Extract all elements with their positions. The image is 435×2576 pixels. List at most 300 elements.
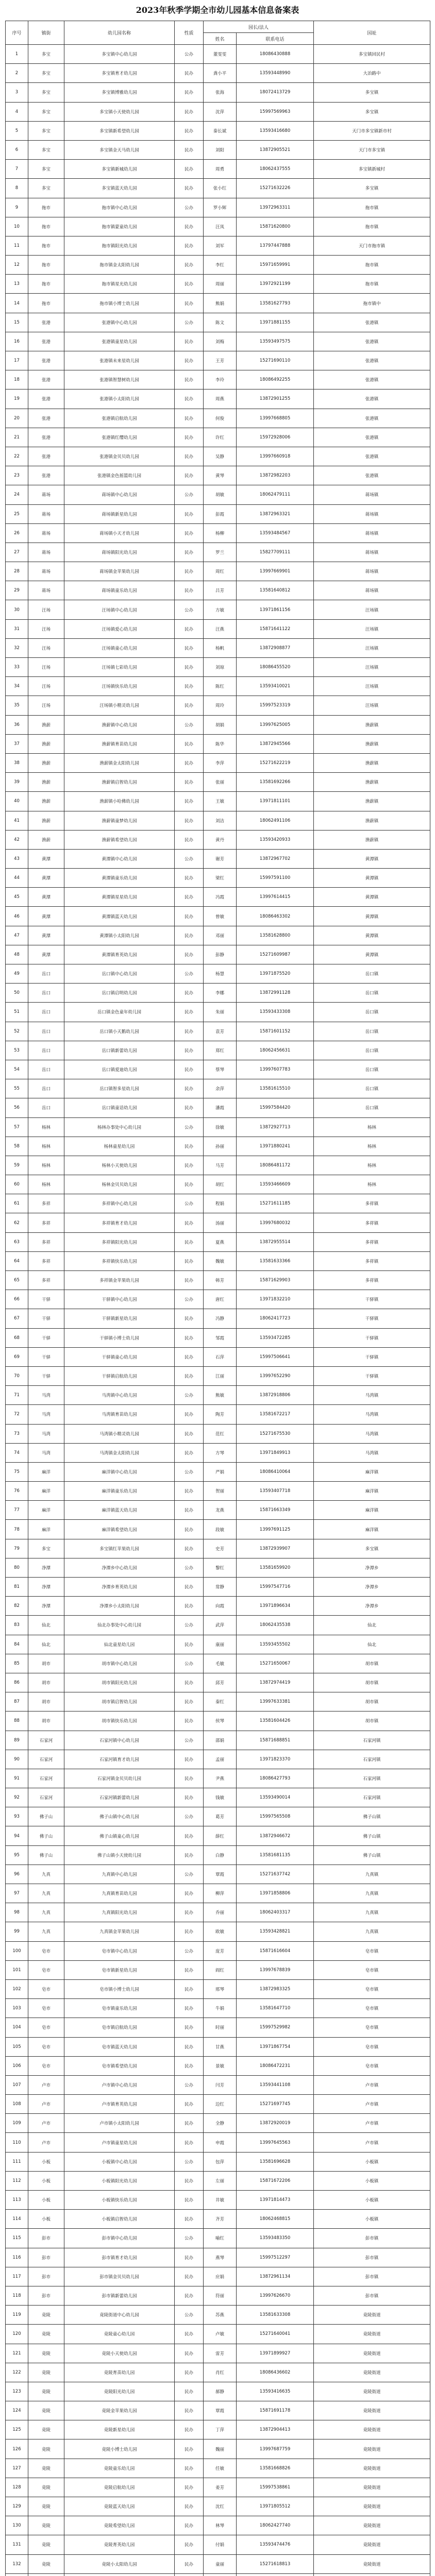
cell-phone: 13997645563 [237,2133,314,2152]
cell-phone: 18086410064 [237,1462,314,1481]
cell-type: 民办 [175,2191,204,2210]
table-row [6,581,430,600]
table-row [6,1271,430,1290]
cell-town: 黄潭 [28,888,64,907]
cell-town: 岳口 [28,1041,64,1060]
cell-address: 麻洋镇 [314,1462,430,1481]
cell-name [64,2573,175,2576]
cell-name: 干驿镇中心幼儿园 [64,1290,175,1309]
cell-address: 张港镇 [314,351,430,370]
table-row [6,1232,430,1251]
cell-name: 彭市镇金贝贝幼儿园 [64,2267,175,2286]
table-row [6,1692,430,1711]
table-row [6,140,430,159]
cell-type: 民办 [175,1711,204,1731]
header-contact-group: 园长/法人 [204,21,314,33]
cell-town: 皂市 [28,1999,64,2018]
cell-person: 余萍 [204,1079,237,1098]
cell-name: 麻洋镇童乐幼儿园 [64,1482,175,1501]
cell-address: 蒋场镇 [314,543,430,562]
cell-name: 竟陵小太阳幼儿园 [64,2554,175,2573]
cell-name: 佛子山镇小天使幼儿园 [64,1845,175,1865]
cell-town: 张港 [28,370,64,389]
cell-town: 皂市 [28,1979,64,1998]
cell-town: 彭市 [28,2267,64,2286]
cell-town: 多宝 [28,160,64,179]
cell-no: 107 [6,2075,28,2094]
table-row [6,1079,430,1098]
cell-phone: 13872918806 [237,1386,314,1405]
table-row [6,1175,430,1194]
cell-person: 付娟 [204,2535,237,2554]
cell-address: 皂市镇 [314,1979,430,1998]
cell-type: 公办 [175,1386,204,1405]
cell-no: 63 [6,1232,28,1251]
cell-no: 39 [6,773,28,792]
cell-type: 民办 [175,1079,204,1098]
cell-name: 净潭乡育英幼儿园 [64,1578,175,1597]
cell-phone: 15997512297 [237,2248,314,2267]
cell-address: 岳口镇 [314,1098,430,1117]
cell-town: 麻洋 [28,1501,64,1520]
cell-person: 魏丽 [204,2439,237,2459]
cell-name: 多宝镇育才幼儿园 [64,64,175,83]
cell-type: 民办 [175,1424,204,1443]
cell-address: 杨林 [314,1137,430,1156]
cell-town: 多宝 [28,1539,64,1558]
cell-address: 竟陵街道 [314,2535,430,2554]
table-row [6,1041,430,1060]
cell-no: 61 [6,1194,28,1213]
cell-phone: 13581647710 [237,1999,314,2018]
cell-phone: 13971881155 [237,313,314,332]
cell-person: 夏燕 [204,1232,237,1251]
cell-address: 马湾镇 [314,1405,430,1424]
cell-town: 多宝 [28,102,64,121]
cell-person: 甘燕 [204,2037,237,2056]
cell-address: 蒋场镇 [314,581,430,600]
table-row [6,275,430,294]
cell-address: 张港镇 [314,313,430,332]
cell-phone: 13581628800 [237,926,314,945]
cell-town: 彭市 [28,2248,64,2267]
cell-name: 马湾镇金太阳幼儿园 [64,1443,175,1462]
cell-person: 肖红 [204,2363,237,2382]
cell-no: 70 [6,1366,28,1385]
cell-no: 34 [6,677,28,696]
cell-name: 多宝镇新希望幼儿园 [64,121,175,140]
cell-address: 九真镇 [314,1922,430,1941]
table-row [6,332,430,351]
cell-town: 拖市 [28,256,64,275]
cell-town: 竟陵 [28,2516,64,2535]
cell-type: 公办 [175,964,204,984]
cell-no: 116 [6,2248,28,2267]
cell-person: 武萍 [204,1616,237,1635]
cell-town: 竟陵 [28,2306,64,2325]
cell-type: 民办 [175,658,204,677]
cell-address: 石家河镇 [314,1750,430,1769]
cell-address: 竟陵街道 [314,2516,430,2535]
cell-person: 王敏 [204,792,237,811]
cell-no: 126 [6,2439,28,2459]
cell-name: 九真镇育苗幼儿园 [64,1884,175,1903]
cell-town: 岳口 [28,964,64,984]
cell-type: 民办 [175,1769,204,1788]
cell-type: 公办 [175,198,204,217]
cell-person: 阎红 [204,1960,237,1979]
cell-person: 吴静 [204,447,237,466]
cell-name: 汪场镇童心幼儿园 [64,638,175,657]
cell-person: 江丽 [204,1366,237,1385]
cell-no: 64 [6,1251,28,1270]
cell-no: 57 [6,1117,28,1137]
cell-type: 民办 [175,2554,204,2573]
cell-town: 岳口 [28,1060,64,1079]
cell-no: 93 [6,1807,28,1826]
cell-type: 民办 [175,581,204,600]
cell-name: 蒋场镇童乐幼儿园 [64,581,175,600]
cell-town: 九真 [28,1903,64,1922]
cell-name: 拖市镇星光幼儿园 [64,275,175,294]
cell-address: 胡市镇 [314,1654,430,1673]
table-row [6,1156,430,1175]
cell-address: 仙北 [314,1616,430,1635]
cell-phone: 13872961134 [237,2267,314,2286]
cell-address: 九真镇 [314,1865,430,1884]
cell-no: 58 [6,1137,28,1156]
cell-town: 拖市 [28,198,64,217]
cell-person: 白静 [204,1845,237,1865]
cell-town: 干驿 [28,1328,64,1347]
cell-town: 竟陵 [28,2554,64,2573]
cell-phone: 15271622219 [237,753,314,772]
table-row [6,1117,430,1137]
cell-address: 竟陵街道 [314,2325,430,2344]
cell-town: 黄潭 [28,907,64,926]
cell-name: 杨林办事处中心幼儿园 [64,1117,175,1137]
cell-town: 张港 [28,332,64,351]
cell-name: 卢市镇小太阳幼儿园 [64,2114,175,2133]
cell-town: 胡市 [28,1692,64,1711]
cell-type: 民办 [175,1692,204,1711]
table-row [6,734,430,753]
cell-name: 竟陵童心幼儿园 [64,2325,175,2344]
cell-person: 陈华 [204,734,237,753]
cell-phone: 13997669901 [237,562,314,581]
cell-town: 麻洋 [28,1482,64,1501]
cell-phone: 13997626670 [237,2286,314,2305]
cell-person: 康丽 [204,1635,237,1654]
cell-town: 干驿 [28,1347,64,1366]
table-body [6,45,430,2576]
table-row [6,907,430,926]
cell-phone: 13971814473 [237,2191,314,2210]
cell-town: 杨林 [28,1156,64,1175]
table-row [6,236,430,255]
cell-town: 岳口 [28,1003,64,1022]
cell-no: 120 [6,2325,28,2344]
table-row [6,2325,430,2344]
cell-name: 竟陵育英幼儿园 [64,2535,175,2554]
cell-type: 民办 [175,2478,204,2497]
cell-address: 麻洋镇 [314,1520,430,1539]
cell-person: 景敏 [204,2056,237,2075]
cell-no: 43 [6,849,28,868]
cell-person: 向霞 [204,1597,237,1616]
cell-no: 49 [6,964,28,984]
cell-town: 卢市 [28,2114,64,2133]
cell-no: 81 [6,1578,28,1597]
table-row [6,1520,430,1539]
cell-address: 拖市镇 [314,198,430,217]
table-row [6,121,430,140]
cell-address: 干驿镇 [314,1366,430,1385]
cell-no: 108 [6,2095,28,2114]
table-row [6,1807,430,1826]
table-row [6,964,430,984]
table-row [6,753,430,772]
cell-person: 郝静 [204,2382,237,2401]
cell-address: 竟陵街道 [314,2344,430,2363]
cell-type: 民办 [175,1443,204,1462]
cell-phone: 13593428821 [237,1922,314,1941]
cell-name: 胡市镇中心幼儿园 [64,1654,175,1673]
cell-person: 陶芳 [204,1405,237,1424]
cell-name: 胡市镇快乐幼儿园 [64,1711,175,1731]
cell-address: 黄潭镇 [314,849,430,868]
cell-no: 26 [6,523,28,543]
cell-person: 段敏 [204,1520,237,1539]
table-row [6,2267,430,2286]
cell-person: 胡红 [204,1175,237,1194]
cell-name: 杨林小天使幼儿园 [64,1156,175,1175]
table-row [6,1137,430,1156]
cell-name: 仙北办事处中心幼儿园 [64,1616,175,1635]
cell-type: 公办 [175,1290,204,1309]
cell-no: 79 [6,1539,28,1558]
cell-no: 114 [6,2210,28,2229]
cell-type: 民办 [175,2095,204,2114]
table-row [6,1290,430,1309]
table-row [6,2554,430,2573]
cell-phone: 13593490014 [237,1788,314,1807]
cell-no: 19 [6,389,28,409]
cell-address: 竟陵街道 [314,2439,430,2459]
table-row [6,1979,430,1998]
cell-no: 97 [6,1884,28,1903]
cell-no: 115 [6,2229,28,2248]
cell-address: 天门市多宝镇新市村 [314,121,430,140]
cell-town: 净潭 [28,1558,64,1577]
cell-address: 汪场镇 [314,619,430,638]
cell-person: 覃霞 [204,2401,237,2420]
table-row [6,1903,430,1922]
cell-type: 民办 [175,332,204,351]
cell-type: 民办 [175,466,204,485]
table-row [6,849,430,868]
cell-type: 民办 [175,1366,204,1385]
cell-name: 皂市镇小博士幼儿园 [64,1979,175,1998]
cell-type: 民办 [175,217,204,236]
cell-person: 刘洁 [204,811,237,830]
cell-no: 12 [6,256,28,275]
cell-name: 黄潭镇星星幼儿园 [64,888,175,907]
cell-type: 民办 [175,2210,204,2229]
cell-town: 干驿 [28,1290,64,1309]
cell-person: 邵娟 [204,1731,237,1750]
cell-name: 杨林金贝贝幼儿园 [64,1175,175,1194]
cell-address: 小板镇 [314,2152,430,2171]
cell-name: 皂市镇新星幼儿园 [64,1960,175,1979]
table-row [6,1501,430,1520]
cell-name: 汪场镇爱心幼儿园 [64,619,175,638]
cell-town: 杨林 [28,1175,64,1194]
cell-person: 郑红 [204,1041,237,1060]
cell-person: 张海 [204,83,237,102]
table-row [6,1405,430,1424]
cell-type: 民办 [175,179,204,198]
cell-name: 干驿镇启航幼儿园 [64,1366,175,1385]
cell-name: 麻洋镇希望幼儿园 [64,1520,175,1539]
table-row [6,1386,430,1405]
cell-name: 竟陵启航幼儿园 [64,2478,175,2497]
cell-type: 民办 [175,1003,204,1022]
cell-town: 杨林 [28,1137,64,1156]
cell-type: 民办 [175,2363,204,2382]
cell-no: 80 [6,1558,28,1577]
cell-no: 60 [6,1175,28,1194]
cell-town: 小板 [28,2210,64,2229]
cell-type: 民办 [175,2497,204,2516]
table-row [6,2171,430,2190]
cell-address: 卢市镇 [314,2095,430,2114]
cell-town: 渔薪 [28,773,64,792]
cell-address: 佛子山镇 [314,1826,430,1845]
cell-town: 多宝 [28,179,64,198]
table-row [6,466,430,485]
cell-type: 公办 [175,2075,204,2094]
cell-name: 佛子山镇童心幼儿园 [64,1826,175,1845]
cell-name: 彭市镇新蕾幼儿园 [64,2286,175,2305]
cell-town: 岳口 [28,1079,64,1098]
table-row [6,160,430,179]
table-row [6,2133,430,2152]
cell-phone: 13581615510 [237,1079,314,1098]
cell-type: 民办 [175,792,204,811]
cell-person: 孙丽 [204,1137,237,1156]
table-row [6,2037,430,2056]
cell-type: 公办 [175,1462,204,1481]
cell-person: 徐敏 [204,1117,237,1137]
cell-phone [237,2573,314,2576]
cell-name: 竟陵新星幼儿园 [64,2420,175,2439]
cell-person: 孟丽 [204,1750,237,1769]
cell-name: 黄潭镇蓝天幼儿园 [64,907,175,926]
cell-person: 方敏 [204,600,237,619]
cell-town: 竟陵 [28,2439,64,2459]
cell-name: 小板镇阳光幼儿园 [64,2171,175,2190]
cell-address: 净潭乡 [314,1578,430,1597]
cell-person: 秦长斌 [204,121,237,140]
cell-address: 竟陵街道 [314,2420,430,2439]
cell-address: 竟陵街道 [314,2554,430,2573]
cell-name: 岳口镇智多星幼儿园 [64,1079,175,1098]
table-row [6,2229,430,2248]
cell-phone: 15271650067 [237,1654,314,1673]
cell-phone: 13581633308 [237,2306,314,2325]
cell-name: 渔薪镇启智幼儿园 [64,773,175,792]
cell-phone: 13593420933 [237,830,314,849]
cell-person: 尹燕 [204,1769,237,1788]
cell-name: 竟陵阳光幼儿园 [64,2382,175,2401]
cell-town: 蒋场 [28,543,64,562]
cell-name: 胡市镇启智幼儿园 [64,1692,175,1711]
cell-address: 胡市镇 [314,1711,430,1731]
cell-type: 民办 [175,1578,204,1597]
cell-phone: 18062417723 [237,1309,314,1328]
cell-name: 马湾镇育苗幼儿园 [64,1405,175,1424]
cell-person: 燕琴 [204,2248,237,2267]
cell-type: 民办 [175,2037,204,2056]
cell-town: 竟陵 [28,2420,64,2439]
cell-name: 石家河镇金贝贝幼儿园 [64,1769,175,1788]
cell-town: 皂市 [28,1960,64,1979]
cell-type: 民办 [175,1960,204,1979]
cell-phone: 13997660918 [237,447,314,466]
cell-person: 方琴 [204,1443,237,1462]
cell-no: 46 [6,907,28,926]
cell-type: 民办 [175,1999,204,2018]
table-row [6,1922,430,1941]
cell-no: 73 [6,1424,28,1443]
cell-type: 民办 [175,102,204,121]
cell-town: 蒋场 [28,562,64,581]
cell-type: 民办 [175,677,204,696]
cell-no: 112 [6,2171,28,2190]
table-row [6,2401,430,2420]
cell-type: 民办 [175,2325,204,2344]
header-type: 性质 [175,21,204,45]
table-row [6,1941,430,1960]
cell-phone: 13971823370 [237,1750,314,1769]
cell-town: 多宝 [28,64,64,83]
table-row [6,294,430,313]
cell-phone: 18086492255 [237,370,314,389]
cell-person: 李萍 [204,753,237,772]
cell-person: 严娟 [204,1462,237,1481]
cell-person: 庞芳 [204,1941,237,1960]
cell-name: 岳口镇中心幼儿园 [64,964,175,984]
table-row [6,1884,430,1903]
cell-town: 杨林 [28,1117,64,1137]
cell-town: 胡市 [28,1711,64,1731]
header-name: 幼儿园名称 [64,21,175,45]
cell-name: 汪场镇七彩幼儿园 [64,658,175,677]
table-row [6,1060,430,1079]
cell-phone: 15871601152 [237,1022,314,1041]
document-page [5,0,430,2576]
cell-address: 皂市镇 [314,1960,430,1979]
cell-no: 130 [6,2516,28,2535]
cell-address: 杨林 [314,1117,430,1137]
cell-type: 民办 [175,1232,204,1251]
cell-no: 82 [6,1597,28,1616]
cell-person: 左丽 [204,2171,237,2190]
cell-phone: 18062435538 [237,1616,314,1635]
table-row [6,1098,430,1117]
cell-type: 民办 [175,1041,204,1060]
